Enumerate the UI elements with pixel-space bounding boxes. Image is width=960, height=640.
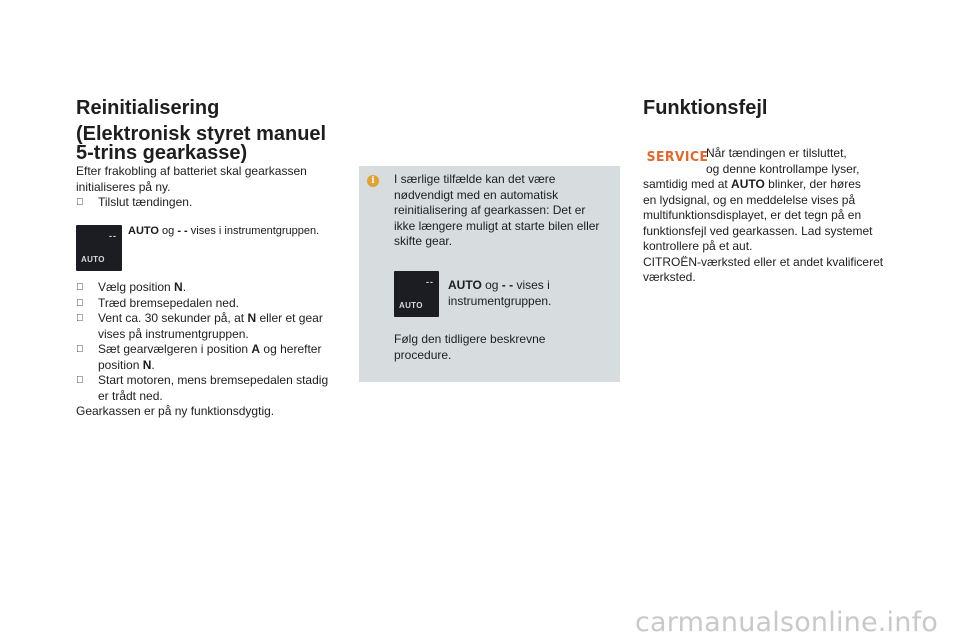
step-item: Start motoren, mens bremsepedalen stadig er trådt ned. (76, 373, 351, 404)
intro-paragraph (76, 164, 346, 211)
info-note-box (359, 166, 620, 382)
step-item: Sæt gearvælgeren i position A og herefter position N. (76, 342, 351, 373)
step-item: Tilslut tændingen. (76, 195, 346, 211)
bullet-icon (76, 195, 84, 211)
bullet-icon (76, 311, 84, 327)
service-warning-lamp-icon: SERVICE (646, 150, 709, 165)
fault-paragraph: samtidig med at AUTO blinker, der høres en lydsignal, og en meddelelse vises på multifunktionsdisplayet, er det tegn på en funktionsfejl ved gearkassen. Lad systemet kontrollere på et aut. CITROËN-værksted eller et andet kvalificeret værksted. (643, 177, 884, 284)
intro-line: Efter frakobling af batteriet skal gearkassen (76, 164, 307, 178)
instrument-display-image (76, 225, 122, 271)
fault-intro: Når tændingen er tilsluttet, og denne kontrollampe lyser, (706, 146, 860, 176)
note-display-caption: AUTO og - - vises i instrumentgruppen. (448, 278, 552, 308)
note-follow-text: Følg den tidligere beskrevne procedure. (394, 332, 546, 362)
display-auto-label: AUTO (81, 255, 105, 264)
note-text: I særlige tilfælde kan det være nødvendigt med en automatisk reinitialisering af gearkassen: Det er ikke længere muligt at starte bilen eller skifte gear. (394, 172, 600, 248)
display-auto-label: AUTO (399, 301, 423, 310)
intro-line: initialiseres på ny. (76, 179, 171, 194)
section-title-funktionsfejl: Funktionsfejl (643, 97, 768, 119)
display-dashes: -- (109, 231, 117, 241)
section-title-reinitialisering: Reinitialisering (76, 97, 220, 119)
section-subtitle-line2: 5-trins gearkasse) (76, 142, 248, 164)
bullet-icon (76, 280, 84, 296)
site-watermark: carmanualsonline.info (635, 607, 938, 638)
section-subtitle-line1: (Elektronisk styret manuel (76, 123, 327, 145)
step-item: Vælg position N. (76, 280, 351, 296)
bullet-icon (76, 373, 84, 389)
info-icon: i (367, 175, 379, 187)
display-caption: AUTO og - - vises i instrumentgruppen. (128, 225, 320, 237)
closing-text: Gearkassen er på ny funktionsdygtig. (76, 404, 275, 418)
instrument-display-image (394, 271, 439, 317)
bullet-icon (76, 296, 84, 312)
step-item: Vent ca. 30 sekunder på, at N eller et gear vises på instrumentgruppen. (76, 311, 351, 342)
display-dashes: -- (426, 277, 434, 287)
step-item: Træd bremsepedalen ned. (76, 296, 351, 312)
bullet-icon (76, 342, 84, 358)
steps-list (76, 280, 351, 420)
